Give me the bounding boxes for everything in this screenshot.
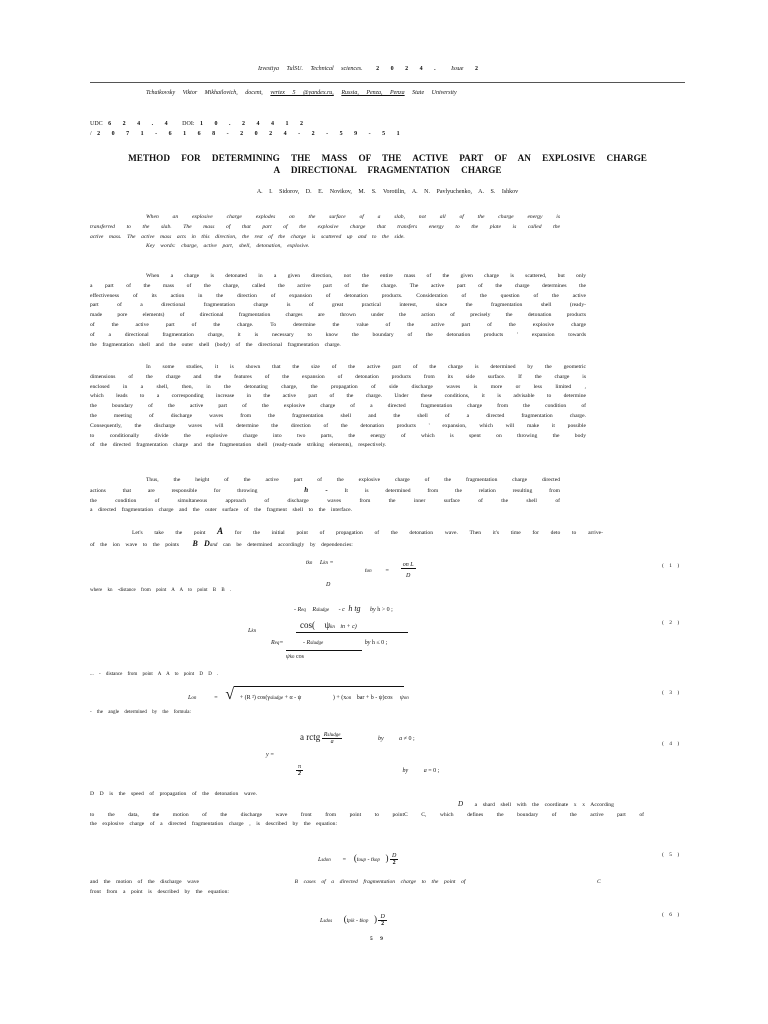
body-line (90, 486, 560, 497)
body-line: When a charge is detonated in a given direction, not the entire mass of the given charge is scattered, but only (146, 273, 586, 279)
eq5-minus: - t (367, 857, 373, 863)
body-line (90, 539, 603, 551)
author-place: Russia, Penza, Penza (341, 90, 405, 96)
udc-label: UDC (90, 121, 103, 127)
author-info (146, 90, 457, 96)
body-line (90, 527, 603, 539)
title-line-2: A DIRECTIONAL FRAGMENTATION CHARGE (273, 165, 502, 175)
eq5-fraction (390, 853, 398, 866)
where-1-text: where kn -distance from point A A to point B B . (90, 588, 232, 593)
eq4-two: 2 (298, 771, 302, 777)
doi-suffix: 2 0 7 1 - 6 1 6 8 - 2 0 2 4 - 2 - 5 9 - 5 1 (97, 131, 403, 137)
eq5-close: ) (385, 853, 389, 863)
eq4-frac-num (322, 732, 343, 739)
equation-2-lhs (248, 628, 256, 634)
doi-slash: / (90, 131, 92, 137)
eq1-t-sub: kn (307, 561, 313, 566)
header-rule (90, 82, 685, 83)
eq3-L: L (188, 695, 192, 701)
eq1-frac-num: on L (402, 562, 414, 568)
point-a-symbol: A (217, 526, 224, 536)
body-paragraph-5 (90, 790, 644, 830)
eq4-cond2: by (402, 767, 409, 774)
body-line: D D is the speed of propagation of the detonation wave. (90, 791, 258, 797)
eq4-frac-n: R (323, 732, 328, 739)
body-paragraph-6 (90, 878, 674, 898)
body-line (90, 878, 674, 888)
eq2-cond-r: h > 0 ; (377, 607, 393, 613)
body-line: of a directional fragmentation charge, it is necessary to know the boundary of the detonation products ' expansion towards (90, 331, 586, 338)
eq2-cos: cos( (300, 620, 315, 630)
equation-number-5: ( 5 ) (662, 852, 682, 858)
abstract-line: When an explosive charge explodes on the surface of a slab, not all of the charge energy is (146, 214, 560, 220)
issue-label: Issue (451, 66, 464, 72)
equation-2-bottom: Req= - Rsludge by h ≤ 0 ; (271, 640, 388, 646)
eq2-sub: eq (301, 608, 306, 613)
points-symbol: B D (192, 538, 210, 548)
body-fragment: of the ion wave to the points (90, 541, 179, 548)
eq6-t2-sub: kop (361, 919, 369, 924)
eq1-L-sub: kn (323, 561, 328, 566)
eq3-psi-sub: on (403, 696, 409, 701)
eq2-L: L (248, 628, 252, 634)
doi-number: 1 0 . 2 4 4 1 2 (200, 121, 307, 127)
eq2-bot-cond: by (364, 640, 371, 646)
body-line: the explosive charge of a directed fragmentation charge , is described by the equation: (90, 821, 337, 828)
eq2-tg: h tg (348, 604, 361, 613)
eq4-cond1: by (377, 736, 384, 742)
eq3-tail2: bar + b - ψ)cos (356, 695, 393, 701)
author-list: A. I. Sidorov, D. E. Novikov, M. S. Vorotilin, A. N. Pavlyuchenko, A. S. Ishkov (256, 189, 519, 195)
eq1-frac-den: D (405, 573, 411, 579)
eq3-tail-sub: on (346, 696, 352, 701)
eq2-cond: by (370, 607, 376, 613)
equation-6 (320, 914, 387, 927)
sqrt-bar (234, 686, 404, 687)
where-1 (90, 588, 231, 593)
body-fragment: Let's take the point (132, 530, 206, 536)
eq2-bot-cos: cos (295, 654, 304, 660)
c-symbol: C (597, 879, 601, 885)
body-fragment: B cases of a directed fragmentation charge to the point of (294, 879, 466, 885)
body-line: to conditionally divide the explosive charge into two parts, the energy of which is spent on throwing the body (90, 432, 586, 439)
eq1-L: L (319, 560, 324, 566)
equation-number-2: ( 2 ) (662, 620, 682, 626)
eq6-t: t (346, 918, 349, 924)
equation-number-6: ( 6 ) (662, 912, 682, 918)
height-symbol: h - (304, 485, 328, 494)
body-fragment: can be determined accordingly by dependencies: (222, 541, 353, 548)
body-fragment: It is determined from the relation resulting from (344, 487, 560, 494)
journal-header (258, 66, 478, 72)
body-paragraph-3 (90, 476, 560, 516)
equation-3 (188, 686, 409, 704)
body-line: a directed fragmentation charge and the outer surface of the fragment shell to the interface. (90, 507, 352, 514)
title-line-1: METHOD FOR DETERMINING THE MASS OF THE ACTIVE PART OF AN EXPLOSIVE CHARGE (128, 153, 647, 163)
eq4-cond1r: a (399, 736, 403, 742)
abstract (90, 213, 560, 252)
doi-label: DOI: (182, 121, 195, 127)
eq2-R: R (312, 607, 317, 613)
eq2-psi-sub: kn (330, 625, 335, 630)
body-line: of the active part of the charge. To determine the value of the active part of the explosive charge (90, 321, 586, 328)
equation-4-top (300, 732, 415, 745)
keywords: Key words: charge, active part, shell, detonation, explosive. (146, 243, 310, 250)
equation-number-1: ( 1 ) (662, 563, 682, 569)
journal-year: 2 0 2 4 . (376, 66, 438, 72)
abstract-line: active mass. The active mass acts in this direction, the rest of the charge is scattered up and to the side. (90, 233, 405, 240)
eq4-frac-den: a (330, 739, 334, 746)
eq5-t-sub: oup (358, 858, 367, 863)
udc-line (90, 121, 306, 127)
eq2-psi: ψ (324, 620, 331, 630)
equation-4-bottom (296, 764, 439, 777)
eq3-inner: + (R ²) cos(γ (239, 695, 271, 701)
eq1-equals-2: = (385, 567, 390, 574)
eq3-psi: ψ (400, 695, 404, 701)
author-email[interactable]: vertex 5 @yandex.ru, (270, 90, 334, 96)
eq5-two: 2 (392, 860, 396, 867)
eq6-two: 2 (381, 921, 385, 928)
issue-number: 2 (474, 66, 478, 72)
eq4-pi: π (298, 764, 302, 770)
eq1-t2-sub: on (366, 568, 372, 574)
body-line: Thus, the height of the active part of the explosive charge of the fragmentation charge directed (146, 477, 560, 483)
equation-1-denominator: D (326, 582, 331, 588)
eq3-gsub: sludge (270, 696, 284, 701)
eq1-t: t (306, 560, 308, 566)
body-line: the fragmentation shell and the outer shell (body) of the directional fragmentation charge. (90, 341, 341, 348)
eq2-Req-sub: eq (274, 641, 280, 646)
body-line: to the data, the motion of the discharge wave front from point to pointC C, which defines the boundary of the active part of (90, 811, 644, 818)
eq4-cond1rr: ≠ 0 ; (403, 736, 415, 742)
eq4-pi-fraction (296, 764, 303, 777)
journal-name: Izvestiya TulSU. Technical sciences. (258, 66, 363, 72)
eq4-fraction (322, 732, 343, 745)
body-paragraph-4 (90, 527, 603, 551)
eq4-cond2rr: = 0 ; (428, 767, 440, 774)
eq2-fraction-bar-2 (286, 650, 362, 651)
author-university: State University (412, 90, 457, 96)
eq3-L-sub: on (191, 696, 197, 701)
eq5-t: t (356, 857, 359, 863)
eq5-t2-sub: kop (372, 858, 380, 863)
body-line: dimensions of the charge and the features of the expansion of detonation products from its side surface. If the charge is (90, 373, 586, 380)
eq5-equals: = (342, 857, 347, 863)
equation-1 (306, 560, 334, 566)
udc-number: 6 2 4 . 4 (108, 121, 171, 127)
d-symbol: D (458, 799, 464, 808)
eq5-open: ( (353, 853, 357, 863)
eq3-rest: + α - ψ (284, 695, 302, 701)
body-line: front from a point is described by the equation: (90, 888, 229, 895)
eq6-D: D (380, 914, 385, 921)
doi-continuation (90, 131, 403, 137)
eq6-minus: - t (356, 918, 362, 924)
body-line: the meeting of discharge waves from the fragmentation shell and the shell of a directed fragmentation charge. (90, 412, 586, 419)
eq2-sub: sludge (316, 608, 330, 613)
eq1-fraction (401, 562, 416, 579)
eq2-mid: - c (338, 607, 345, 613)
eq2-bot-sub: sludge (310, 641, 324, 646)
body-line: a part of the mass of the charge, called the active part of the charge. The active part of the charge determines the (90, 282, 586, 289)
eq2-bot-psi: ψ (286, 654, 290, 660)
equation-number-3: ( 3 ) (662, 690, 682, 696)
body-paragraph-1 (90, 272, 586, 350)
eq6-fraction (378, 914, 386, 927)
body-fragment: for the initial point of propagation of the detonation wave. Then it's time for deto to arrive- (234, 530, 603, 536)
body-line: the condition of simultaneous approach of discharge waves from the inner surface of the shell of (90, 497, 560, 504)
where-3: - the angle determined by the formula: (90, 710, 191, 715)
equation-2-den (286, 654, 304, 660)
eq5-L-sub: sdon (321, 858, 331, 863)
eq2-bot-cond-r: h ≤ 0 ; (371, 640, 388, 646)
eq2-bot-psi-sub: kn (289, 655, 295, 660)
eq2-fraction-bar (296, 632, 408, 633)
points-subscript: and (209, 542, 218, 548)
equation-2-top (294, 604, 393, 613)
eq2-in: in + c) (340, 624, 357, 630)
eq2-Req: R (271, 640, 275, 646)
author-name: Tchaikovsky Viktor Mikhailovich, docent, (146, 90, 263, 96)
eq6-close: ) (373, 914, 377, 924)
body-line: which leads to a corresponding increase in the active part of the charge. Under these conditions, it is advisable to determine (90, 393, 586, 400)
equation-1-right (365, 562, 416, 579)
eq6-t-sub: pik (348, 919, 355, 924)
body-line: Consequently, the discharge waves will determine the direction of the detonation products ' expansion, which will make it possible (90, 422, 586, 429)
eq4-frac-n-sub: sludge (327, 733, 341, 739)
eq2-bot-mid: - R (302, 640, 311, 646)
eq2-top-left: - R (294, 607, 302, 613)
body-line: part of a directional fragmentation charge is of great practical interest, since the fragmentation shell (ready- (90, 302, 586, 309)
eq6-open: ( (343, 914, 347, 924)
paper-title (80, 152, 695, 176)
eq4-arctg: a rctg (300, 732, 321, 742)
eq6-L: L (320, 918, 324, 924)
sqrt-symbol: √ (225, 686, 235, 703)
body-fragment: actions that are responsible for throwing (90, 487, 258, 494)
eq3-equals: = (213, 695, 218, 701)
page-number: 5 9 (370, 936, 386, 942)
eq5-D: D (391, 853, 397, 860)
body-paragraph-2 (90, 363, 586, 451)
abstract-line: transferred to the slab. The mass of that part of the explosive charge that transfers energy to the plate is called the (90, 223, 560, 230)
equation-4-lhs: y = (266, 752, 275, 758)
body-line: enclosed in a shell, then, in the detonating charge, the propagation of side discharge waves is more or less limited , (90, 383, 586, 390)
equation-number-4: ( 4 ) (662, 741, 682, 747)
where-2: ... - distance from point A A to point D D . (90, 672, 219, 677)
eq2-L-sub: kn (251, 629, 257, 634)
body-line: the boundary of the active part of the explosive charge of a directed fragmentation charge from the condition of (90, 403, 586, 410)
equation-5 (318, 853, 398, 866)
eq6-L-sub: sdos (323, 919, 333, 924)
eq4-cond2r: a (423, 767, 427, 774)
body-line (90, 800, 644, 811)
eq1-t2: t (365, 567, 367, 574)
body-fragment: and the motion of the discharge wave (90, 879, 199, 885)
body-line: of the directed fragmentation charge and the fragmentation shell (ready-made striking elements), respectively. (90, 442, 387, 449)
eq5-L: L (318, 857, 322, 863)
eq1-equals: = (329, 560, 334, 566)
eq3-tail: ) + (x (332, 695, 347, 701)
equation-2-cos (300, 620, 357, 630)
body-line: made pore elements) of directional fragmentation charges are thrown under the action of precisely the detonation products (90, 312, 586, 319)
body-fragment: a shard shell with the coordinate x x According (474, 801, 614, 808)
body-line: In some studies, it is shown that the size of the active part of the charge is determined by the geometric (146, 364, 586, 370)
body-line: effectiveness of its action in the direction of expansion of detonation products. Consideration of the question of the active (90, 292, 586, 299)
